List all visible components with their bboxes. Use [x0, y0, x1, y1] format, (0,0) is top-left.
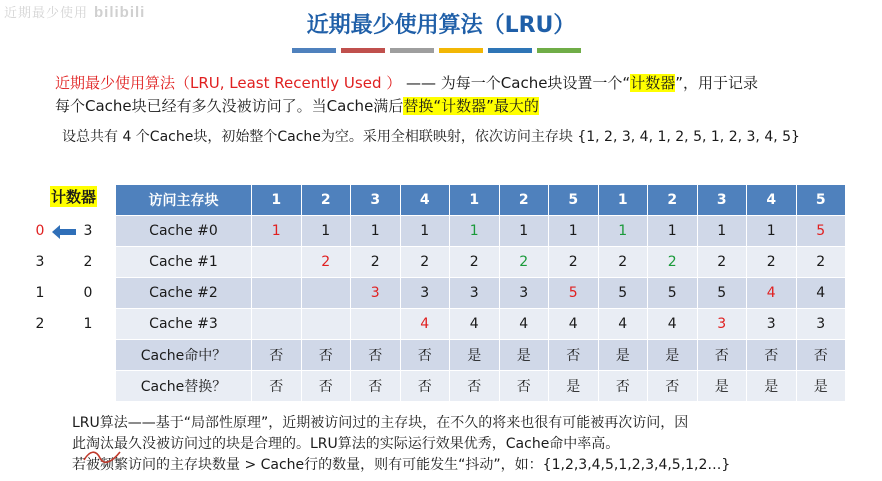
bilibili-logo: bilibili: [94, 4, 146, 21]
table-cell: 1: [598, 216, 648, 247]
table-cell: 1: [400, 216, 450, 247]
table-cell: 5: [648, 278, 698, 309]
access-block-header: 4: [400, 185, 450, 216]
counter-previous-value: 1: [35, 285, 45, 301]
definition-text: —— 为每一个Cache块设置一个“: [401, 74, 631, 92]
table-cell: 否: [351, 340, 401, 371]
table-cell: 2: [598, 247, 648, 278]
footer-line-3: 若被频繁访问的主存块数量 > Cache行的数量，则有可能发生“抖动”，如：{1,2,3,4,5,1,2,3,4,5,1,2…}: [72, 457, 731, 473]
definition-highlight-replace: 替换“计数器”最大的: [403, 97, 539, 115]
assumption-text: 设总共有 4 个Cache块，初始整个Cache为空。采用全相联映射，依次访问主存块 {1, 2, 3, 4, 1, 2, 5, 1, 2, 3, 4, 5}: [62, 129, 800, 145]
table-cell: 1: [252, 216, 302, 247]
table-cell: 是: [499, 340, 549, 371]
definition-line-1: [55, 72, 758, 95]
row-label: Cache命中？: [116, 340, 252, 371]
table-cell: 4: [549, 309, 599, 340]
table-cell: 3: [747, 309, 797, 340]
table-cell: 2: [697, 247, 747, 278]
table-cell: 1: [747, 216, 797, 247]
counter-current-value: 2: [83, 254, 93, 270]
access-block-header: 3: [697, 185, 747, 216]
table-cell: 5: [697, 278, 747, 309]
color-bar-segment: [488, 48, 532, 53]
color-bar-segment: [292, 48, 336, 53]
table-cell: 2: [796, 247, 846, 278]
table-cell: [252, 309, 302, 340]
definition-text-end: ”，用于记录: [675, 74, 759, 92]
table-cell: 4: [747, 278, 797, 309]
table-cell: [252, 247, 302, 278]
table-cell: 是: [450, 340, 500, 371]
table-cell: 3: [499, 278, 549, 309]
table-cell: 否: [697, 340, 747, 371]
table-cell: 是: [598, 340, 648, 371]
table-cell: 2: [450, 247, 500, 278]
footer-line-1: LRU算法——基于“局部性原理”，近期被访问过的主存块，在不久的将来也很有可能被再次访问，因: [72, 415, 689, 431]
table-row: [116, 371, 846, 402]
counter-previous-value: 3: [35, 254, 45, 270]
table-cell: 1: [499, 216, 549, 247]
access-block-header: 3: [351, 185, 401, 216]
definition-line2-text: 每个Cache块已经有多久没被访问了。当Cache满后: [55, 97, 404, 115]
access-block-header: 1: [252, 185, 302, 216]
table-cell: 否: [301, 371, 351, 402]
table-cell: [301, 309, 351, 340]
table-cell: 4: [400, 309, 450, 340]
table-cell: 4: [450, 309, 500, 340]
table-cell: 2: [351, 247, 401, 278]
table-cell: 5: [549, 278, 599, 309]
access-block-header: 1: [598, 185, 648, 216]
table-cell: 1: [697, 216, 747, 247]
lru-definition: [55, 72, 758, 118]
access-block-header: 4: [747, 185, 797, 216]
table-cell: 2: [499, 247, 549, 278]
table-cell: 2: [301, 247, 351, 278]
table-row: [116, 247, 846, 278]
watermark: 近期最少使用 bilibili: [4, 4, 146, 21]
table-cell: 否: [400, 340, 450, 371]
title-color-bar: [292, 48, 581, 53]
counter-row: [30, 247, 120, 278]
access-block-header: 2: [499, 185, 549, 216]
table-cell: 否: [351, 371, 401, 402]
row-label: Cache #3: [116, 309, 252, 340]
counter-label: 计数器: [51, 188, 97, 206]
table-cell: 否: [499, 371, 549, 402]
table-cell: 4: [648, 309, 698, 340]
table-cell: [351, 309, 401, 340]
table-cell: 否: [252, 371, 302, 402]
table-cell: 否: [796, 340, 846, 371]
table-cell: 是: [747, 371, 797, 402]
table-cell: 否: [400, 371, 450, 402]
table-cell: 5: [598, 278, 648, 309]
counter-current-value: 1: [83, 316, 93, 332]
color-bar-segment: [537, 48, 581, 53]
definition-term: 近期最少使用算法（LRU, Least Recently Used ）: [55, 74, 402, 92]
table-cell: 3: [450, 278, 500, 309]
table-cell: 是: [648, 340, 698, 371]
table-cell: 3: [796, 309, 846, 340]
table-cell: 否: [648, 371, 698, 402]
table-cell: [252, 278, 302, 309]
table-cell: 否: [450, 371, 500, 402]
table-cell: 1: [301, 216, 351, 247]
table-cell: 3: [400, 278, 450, 309]
row-label: Cache替换？: [116, 371, 252, 402]
access-header-label: 访问主存块: [116, 185, 252, 216]
table-cell: 1: [549, 216, 599, 247]
row-label: Cache #2: [116, 278, 252, 309]
table-cell: 1: [351, 216, 401, 247]
access-block-header: 1: [450, 185, 500, 216]
table-cell: 2: [400, 247, 450, 278]
table-cell: 是: [549, 371, 599, 402]
counter-current-value: 3: [83, 223, 93, 239]
access-block-header: 2: [301, 185, 351, 216]
table-cell: 否: [252, 340, 302, 371]
row-label: Cache #0: [116, 216, 252, 247]
table-cell: [301, 278, 351, 309]
table-cell: 4: [499, 309, 549, 340]
footer-line-2: 此淘汰最久没被访问过的块是合理的。LRU算法的实际运行效果优秀，Cache命中率高。: [72, 436, 620, 452]
table-cell: 1: [648, 216, 698, 247]
counter-row: [30, 278, 120, 309]
table-row: [116, 309, 846, 340]
table-cell: 4: [598, 309, 648, 340]
table-cell: 否: [549, 340, 599, 371]
page-title: 近期最少使用算法（LRU）: [306, 13, 576, 38]
table-cell: 否: [598, 371, 648, 402]
table-cell: 1: [450, 216, 500, 247]
arrow-left-icon: [52, 225, 76, 239]
table-cell: 否: [747, 340, 797, 371]
row-label: Cache #1: [116, 247, 252, 278]
table-cell: 3: [697, 309, 747, 340]
definition-line-2: [55, 95, 758, 118]
access-block-header: 5: [549, 185, 599, 216]
table-row: [116, 340, 846, 371]
table-row: [116, 278, 846, 309]
table-cell: 4: [796, 278, 846, 309]
access-block-header: 5: [796, 185, 846, 216]
color-bar-segment: [390, 48, 434, 53]
table-cell: 否: [301, 340, 351, 371]
counter-row: [30, 216, 120, 247]
table-cell: 2: [549, 247, 599, 278]
table-cell: 3: [351, 278, 401, 309]
color-bar-segment: [439, 48, 483, 53]
table-cell: 2: [747, 247, 797, 278]
access-block-header: 2: [648, 185, 698, 216]
footer-notes: [72, 413, 872, 476]
table-cell: 是: [796, 371, 846, 402]
counter-row: [30, 309, 120, 340]
table-row: [116, 216, 846, 247]
scribble-annotation: [82, 446, 122, 464]
lru-table: [115, 184, 846, 402]
color-bar-segment: [341, 48, 385, 53]
counter-previous-value: 2: [35, 316, 45, 332]
counter-current-value: 0: [83, 285, 93, 301]
definition-highlight-counter: 计数器: [630, 74, 676, 92]
table-cell: 5: [796, 216, 846, 247]
counter-previous-value: 0: [35, 223, 45, 239]
table-cell: 2: [648, 247, 698, 278]
table-cell: 是: [697, 371, 747, 402]
